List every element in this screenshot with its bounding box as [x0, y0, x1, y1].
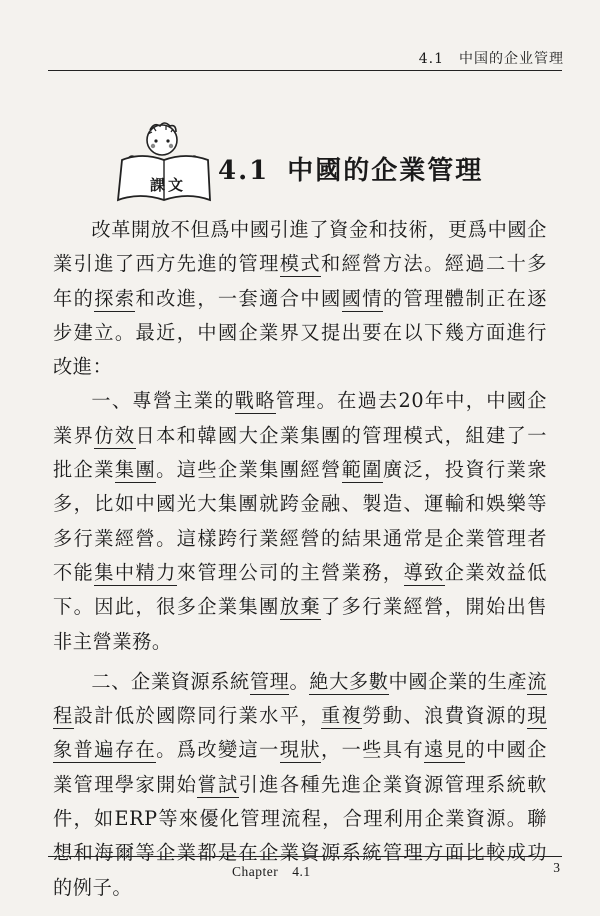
vocab-term: 範圍 [341, 458, 383, 482]
lesson-title-text: 中國的企業管理 [287, 156, 484, 186]
text-segment: 的中國企業管理學家開始 [53, 738, 547, 796]
vocab-term: 遠見 [424, 738, 466, 762]
text-segment: 引進各種先進企業資源管理系統軟件，如ERP等來優化管理流程，合理利用企業資源。聯想和海爾等企業都是在企業資源系統管理方面比較成功的例子。 [53, 772, 548, 899]
footer-chapter: Chapter 4.1 [232, 864, 311, 879]
vocab-term: 現狀 [279, 738, 322, 762]
text-segment: 二、企業資源系統 [91, 669, 250, 693]
vocab-term: 普遍 [73, 738, 115, 762]
lesson-badge-label: 課文 [149, 176, 186, 194]
text-segment: 。這些企業集團經營 [156, 458, 342, 482]
running-header [0, 48, 600, 68]
text-segment: 來管理公司的主營業務， [176, 560, 404, 584]
text-segment: 企業效益低下。因此，很多企業集團 [53, 560, 547, 619]
lesson-number: 4.1 [218, 156, 270, 186]
running-title: 4.1 中国的企业管理 [418, 51, 564, 67]
lesson-title [218, 150, 483, 187]
vocab-term: 戰略 [234, 389, 276, 413]
page-number: 3 [553, 860, 560, 875]
text-segment: 和經營方法。經過二十多年的 [53, 252, 547, 310]
vocab-term: 嘗試 [197, 772, 239, 796]
text-segment: 改革開放不但爲中國引進了資金和技術，更爲中國企業引進了西方先進的管理 [53, 218, 547, 276]
vocab-term: 重複 [321, 704, 363, 728]
text-segment: ，一些具有 [321, 738, 425, 762]
text-segment: 的管理體制正在逐步建立。最近，中國企業界又提出要在以下幾方面進行改進： [53, 286, 547, 379]
vocab-term: 集中精力 [94, 560, 177, 584]
vocab-term: 模式 [279, 252, 322, 276]
text-segment: 廣泛，投資行業衆多，比如中國光大集團就跨金融、製造、運輸和娛樂等多行業經營。這樣跨行業經營的結果通常是企業管理者不能 [53, 458, 547, 584]
vocab-term: 管理 [249, 669, 290, 693]
vocab-term: 探索 [94, 286, 136, 310]
vocab-term: 放棄 [279, 595, 322, 619]
header-rule [48, 70, 562, 71]
vocab-term: 流程 [53, 669, 547, 728]
vocab-term: 絶大多數 [309, 669, 389, 693]
text-segment: 設計低於國際同行業水平， [73, 704, 322, 728]
vocab-term: 仿效 [94, 423, 136, 447]
vocab-term: 存在 [114, 738, 157, 762]
text-segment: 和改進，一套適合中國 [135, 286, 342, 310]
vocab-term: 集團 [114, 458, 157, 482]
text-segment: 中國企業的生產 [388, 669, 528, 693]
vocab-term: 導致 [403, 560, 445, 584]
text-segment: 。 [289, 669, 310, 693]
lesson-title-block [110, 112, 550, 202]
paragraph-1 [53, 213, 547, 384]
text-segment: 一、專營主業的 [91, 389, 235, 413]
text-segment: 日本和韓國大企業集團的管理模式，組建了一批企業 [53, 423, 548, 482]
lesson-body [53, 213, 547, 905]
footer-rule [48, 856, 562, 857]
reading-child-icon [110, 120, 220, 210]
text-segment: 管理。在過去20年中，中國企業界 [53, 389, 547, 447]
text-segment: 。爲改變這一 [156, 738, 280, 762]
vocab-term: 現象 [53, 704, 547, 762]
vocab-term: 國情 [341, 286, 383, 310]
text-segment: 了多行業經營，開始出售非主營業務。 [53, 595, 547, 653]
paragraph-2 [53, 384, 547, 658]
text-segment: 勞動、浪費資源的 [362, 704, 528, 728]
